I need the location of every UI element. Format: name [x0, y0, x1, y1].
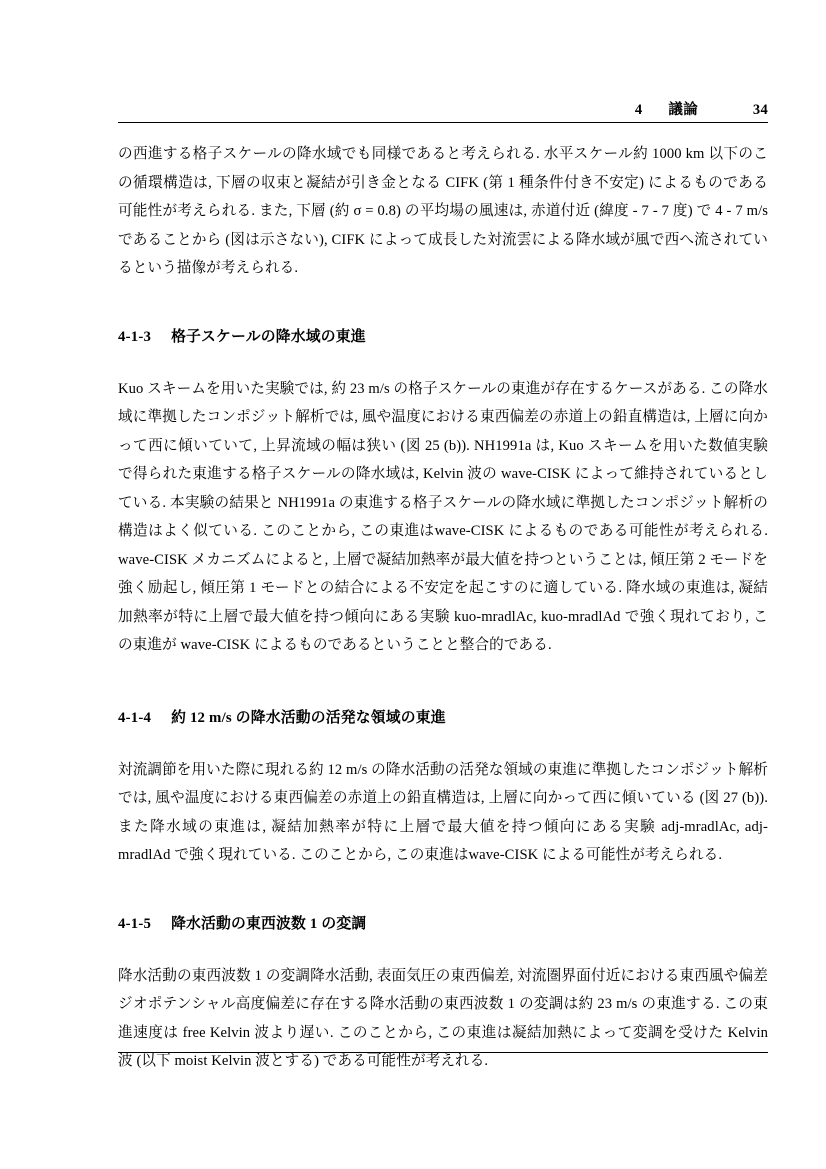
header-chapter-title: 議論: [668, 102, 698, 118]
page-header: [118, 98, 768, 119]
footer-rule: [118, 1052, 768, 1053]
section-title: 約 12 m/s の降水活動の活発な領域の東進: [171, 709, 446, 726]
section-heading-4-1-3: [118, 325, 768, 349]
paragraph-section-4-1-4: 対流調節を用いた際に現れる約 12 m/s の降水活動の活発な領域の東進に準拠したコンポジット解析では, 風や温度における東西偏差の赤道上の鉛直構造は, 上層に向かって西に傾いている (図 27 (b)). また降水域の東進は, 凝結加熱率が特に上層で最大値を持つ傾向にある実験 adj-mradlAc, adj-mradlAd で強く現れている. このことから, この東進はwave-CISK による可能性が考えられる.: [118, 761, 768, 863]
section-title: 格子スケールの降水域の東進: [171, 328, 366, 345]
spacer: [118, 936, 768, 962]
paragraph-section-4-1-5: 降水活動の東西波数 1 の変調降水活動, 表面気圧の東西偏差, 対流圏界面付近における東西風や偏差ジオポテンシャル高度偏差に存在する降水活動の東西波数 1 の変調は約 23 m/s の東進する. この東進速度は free Kelvin 波より遅い. このことから, この東進は凝結加熱によって変調を受けた Kelvin 波 (以下 moist Kelvin 波とする) である可能性が考えれる.: [118, 967, 768, 1069]
spacer: [118, 660, 768, 706]
paragraph-intro: の西進する格子スケールの降水域でも同様であると考えられる. 水平スケール約 1000 km 以下のこの循環構造は, 下層の収束と凝結が引き金となる CIFK (第 1 種条件付き不安定) によるものである可能性が考えられる. また, 下層 (約 σ = 0.8) の平均場の風速は, 赤道付近 (緯度 - 7 - 7 度) で 4 - 7 m/s であることから (図は示さない), CIFK によって成長した対流雲による降水域が風で西へ流されているという描像が考えられる.: [118, 146, 768, 276]
page-content: [118, 140, 768, 1076]
header-rule: [118, 122, 768, 123]
header-page-number: 34: [752, 102, 768, 118]
spacer: [118, 870, 768, 912]
spacer: [118, 349, 768, 375]
section-title: 降水活動の東西波数 1 の変調: [171, 915, 367, 932]
header-chapter-number: 4: [634, 102, 643, 118]
paragraph-section-4-1-3: Kuo スキームを用いた実験では, 約 23 m/s の格子スケールの東進が存在するケースがある. この降水域に準拠したコンポジット解析では, 風や温度における東西偏差の赤道上の鉛直構造は, 上層に向かって西に傾いていて, 上昇流域の幅は狭い (図 25 (b)). NH1991a は, Kuo スキームを用いた数値実験で得られた東進する格子スケールの降水域は, Kelvin 波の wave-CISK によって維持されているとしている. 本実験の結果と NH1991a の東進する格子スケールの降水域に準拠したコンポジット解析の構造はよく似ている. このことから, この東進はwave-CISK によるものである可能性が考えられる. wave-CISK メカニズムによると, 上層で凝結加熱率が最大値を持つということは, 傾圧第 2 モードを強く励起し, 傾圧第 1 モードとの結合による不安定を起こすのに適している. 降水域の東進は, 凝結加熱率が特に上層で最大値を持つ傾向にある実験 kuo-mradlAc, kuo-mradlAd で強く現れており, この東進が wave-CISK によるものであるということと整合的である.: [118, 380, 768, 653]
section-heading-4-1-4: [118, 706, 768, 730]
spacer: [118, 283, 768, 325]
section-heading-4-1-5: [118, 912, 768, 936]
spacer: [118, 730, 768, 756]
section-number: 4-1-3: [118, 328, 152, 345]
section-number: 4-1-4: [118, 709, 152, 726]
section-number: 4-1-5: [118, 915, 152, 932]
